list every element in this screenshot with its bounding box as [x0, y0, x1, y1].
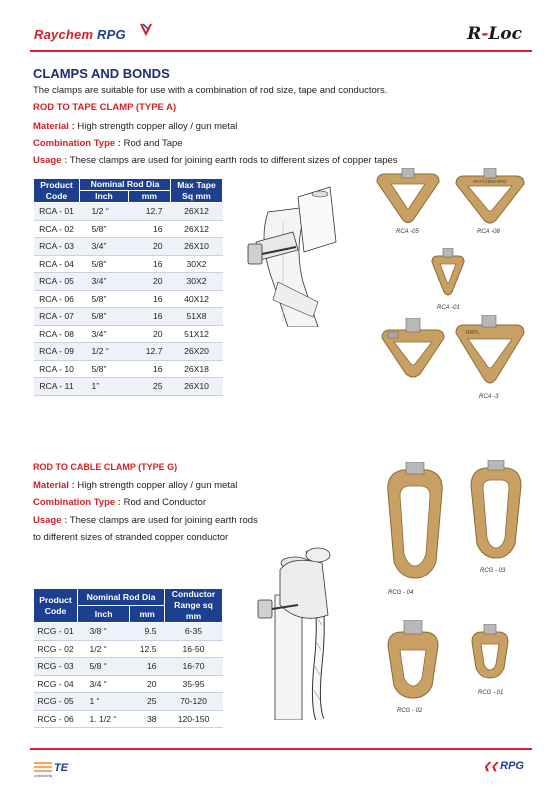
- mm-cell: 25: [130, 693, 165, 711]
- product-code-cell: RCG - 04: [34, 675, 78, 693]
- inch-cell: 3/4”: [80, 273, 129, 291]
- r-loc-loc: Loc: [488, 24, 522, 44]
- footer-divider: [30, 748, 532, 750]
- range-cell: 51X12: [171, 325, 223, 343]
- material-label-g: Material :: [33, 480, 75, 491]
- col-header-product-code: Product Code: [34, 179, 80, 203]
- inch-cell: 1/2 “: [80, 203, 129, 221]
- r-loc-dash: -: [481, 24, 489, 44]
- col-header-inch-g: Inch: [78, 606, 130, 623]
- product-code-cell: RCA - 04: [34, 255, 80, 273]
- caption-rca-01: RCA -01: [437, 305, 460, 311]
- mm-cell: 20: [128, 273, 170, 291]
- combination-label-g: Combination Type :: [33, 497, 121, 508]
- col-header-mm-g: mm: [130, 606, 165, 623]
- rca-spec-table: [33, 178, 223, 396]
- combination-value: Rod and Tape: [120, 138, 183, 149]
- rca-03-clamp-photo-b: [452, 315, 528, 387]
- rpg-footer-wordmark: RPG: [500, 760, 524, 772]
- rca-05-clamp-photo: [373, 168, 443, 226]
- te-wordmark: TE: [54, 762, 69, 774]
- rcg-table-row: [34, 675, 223, 693]
- caption-rca-05: RCA -05: [396, 229, 419, 235]
- range-cell: 26X18: [171, 360, 223, 378]
- rca-01-clamp-photo: [428, 248, 468, 298]
- rca-table-row: [34, 343, 223, 361]
- inch-cell: 5/8”: [80, 290, 129, 308]
- product-code-cell: RCA - 06: [34, 290, 80, 308]
- product-code-cell: RCA - 08: [34, 325, 80, 343]
- section-g-heading: ROD TO CABLE CLAMP (TYPE G): [33, 462, 178, 472]
- te-connectivity-logo: [32, 758, 92, 778]
- range-cell: 40X12: [171, 290, 223, 308]
- rod-to-tape-clamp-drawing: [238, 182, 348, 327]
- rca-table-row: [34, 273, 223, 291]
- material-value: High strength copper alloy / gun metal: [74, 121, 238, 132]
- inch-cell: 5/8”: [80, 308, 129, 326]
- product-code-cell: RCG - 06: [34, 710, 78, 728]
- mm-cell: 38: [130, 710, 165, 728]
- rca-table-row: [34, 308, 223, 326]
- rcg-table-row: [34, 658, 223, 676]
- mm-cell: 16: [128, 220, 170, 238]
- inch-cell: 5/8”: [80, 220, 129, 238]
- product-code-cell: RCA - 09: [34, 343, 80, 361]
- caption-rcg-02: RCG - 02: [397, 708, 423, 714]
- col-header-nominal-rod-dia-g: Nominal Rod Dia: [78, 589, 165, 606]
- col-header-mm: mm: [128, 191, 170, 203]
- section-a-combination: [33, 138, 183, 149]
- inch-cell: 1/2 “: [78, 640, 130, 658]
- rca-03-clamp-photo-a: [380, 318, 446, 380]
- section-a-heading: ROD TO TAPE CLAMP (TYPE A): [33, 102, 177, 113]
- mm-cell: 12.7: [128, 203, 170, 221]
- mm-cell: 20: [130, 675, 165, 693]
- rca-08-clamp-photo: [454, 168, 526, 226]
- product-code-cell: RCA - 07: [34, 308, 80, 326]
- r-loc-logo: [467, 24, 522, 44]
- usage-value-g: These clamps are used for joining earth rods: [67, 515, 258, 526]
- mm-cell: 16: [128, 290, 170, 308]
- range-cell: 26X12: [171, 220, 223, 238]
- range-cell: 16-50: [165, 640, 223, 658]
- range-cell: 35-95: [165, 675, 223, 693]
- rpg-wordmark: RPG: [97, 27, 126, 42]
- mm-cell: 12.5: [130, 640, 165, 658]
- r-loc-r: R: [467, 24, 482, 44]
- mm-cell: 16: [128, 360, 170, 378]
- inch-cell: 3/4”: [80, 325, 129, 343]
- rca-table-row: [34, 238, 223, 256]
- material-label: Material :: [33, 121, 75, 132]
- inch-cell: 3/8 “: [78, 623, 130, 641]
- usage-label-g: Usage :: [33, 515, 68, 526]
- caption-rcg-04: RCG - 04: [388, 590, 414, 596]
- caption-rcg-01: RCG - 01: [478, 690, 504, 696]
- rca-table-row: [34, 220, 223, 238]
- mm-cell: 16: [128, 308, 170, 326]
- rca-table-row: [34, 255, 223, 273]
- range-cell: 120-150: [165, 710, 223, 728]
- rca-table-row: [34, 290, 223, 308]
- rcg-table-row: [34, 623, 223, 641]
- combination-label: Combination Type :: [33, 138, 121, 149]
- rcg-02-clamp-photo: [382, 620, 444, 700]
- product-code-cell: RCG - 03: [34, 658, 78, 676]
- product-code-cell: RCA - 01: [34, 203, 80, 221]
- inch-cell: 5/8”: [80, 255, 129, 273]
- range-cell: 26X10: [171, 378, 223, 396]
- rcg-04-clamp-photo: [380, 462, 450, 580]
- mm-cell: 12.7: [128, 343, 170, 361]
- col-header-max-tape: Max Tape Sq mm: [171, 179, 223, 203]
- col-header-inch: Inch: [80, 191, 129, 203]
- page-title: CLAMPS AND BONDS: [33, 66, 170, 81]
- mm-cell: 25: [128, 378, 170, 396]
- section-g-usage-cont: to different sizes of stranded copper conductor: [33, 532, 229, 543]
- rpg-chevron-icon: ❮❮: [483, 761, 499, 771]
- inch-cell: 5/8”: [80, 360, 129, 378]
- inch-cell: 1/2 “: [80, 343, 129, 361]
- rcg-table-row: [34, 693, 223, 711]
- section-a-material: [33, 121, 237, 132]
- product-code-cell: RCA - 10: [34, 360, 80, 378]
- inch-cell: 5/8 “: [78, 658, 130, 676]
- range-cell: 51X8: [171, 308, 223, 326]
- usage-value: These clamps are used for joining earth rods to different sizes of copper tapes: [67, 155, 398, 166]
- rca-table-row: [34, 203, 223, 221]
- section-g-combination: [33, 497, 206, 508]
- range-cell: 26X12: [171, 203, 223, 221]
- rca-table-row: [34, 378, 223, 396]
- product-code-cell: RCA - 03: [34, 238, 80, 256]
- product-code-cell: RCA - 11: [34, 378, 80, 396]
- rca-table-row: [34, 325, 223, 343]
- mm-cell: 20: [128, 325, 170, 343]
- rcg-03-clamp-photo: [465, 460, 527, 560]
- col-header-product-code-g: Product Code: [34, 589, 78, 623]
- range-cell: 26X10: [171, 238, 223, 256]
- rcg-spec-table: [33, 588, 223, 728]
- intro-text: The clamps are suitable for use with a combination of rod size, tape and conductors.: [33, 85, 388, 96]
- product-code-cell: RCG - 05: [34, 693, 78, 711]
- mm-cell: 20: [128, 238, 170, 256]
- col-header-conductor-range: Conductor Range sq mm: [165, 589, 223, 623]
- product-code-cell: RCG - 02: [34, 640, 78, 658]
- range-cell: 30X2: [171, 273, 223, 291]
- range-cell: 70-120: [165, 693, 223, 711]
- raychem-wordmark: Raychem: [34, 27, 94, 42]
- page-header: [0, 0, 556, 52]
- mm-cell: 9.5: [130, 623, 165, 641]
- inch-cell: 3/4”: [80, 238, 129, 256]
- combination-value-g: Rod and Conductor: [120, 497, 206, 508]
- section-a-usage: [33, 155, 398, 166]
- te-subtext: connectivity: [34, 774, 53, 778]
- usage-label: Usage :: [33, 155, 68, 166]
- te-logo-icon: [32, 758, 92, 778]
- mm-cell: 16: [128, 255, 170, 273]
- col-header-nominal-rod-dia: Nominal Rod Dia: [80, 179, 171, 191]
- rcg-table-body: [34, 623, 223, 728]
- product-code-cell: RCG - 01: [34, 623, 78, 641]
- range-cell: 6-35: [165, 623, 223, 641]
- rca-08-stamp: RAYCHEM RPG: [473, 179, 507, 184]
- range-cell: 26X20: [171, 343, 223, 361]
- range-cell: 16-70: [165, 658, 223, 676]
- inch-cell: 1. 1/2 “: [78, 710, 130, 728]
- caption-rcg-03: RCG - 03: [480, 568, 506, 574]
- rcg-table-row: [34, 640, 223, 658]
- range-cell: 30X2: [171, 255, 223, 273]
- header-divider: [30, 50, 532, 52]
- rca-03-stamp: RRPL: [466, 330, 480, 336]
- caption-rca-08: RCA -08: [477, 229, 500, 235]
- raychem-rpg-logo: [34, 27, 126, 42]
- section-g-material: [33, 480, 237, 491]
- inch-cell: 3/4 “: [78, 675, 130, 693]
- rca-table-row: [34, 360, 223, 378]
- section-g-usage: [33, 515, 258, 526]
- rca-table-body: [34, 203, 223, 396]
- mm-cell: 16: [130, 658, 165, 676]
- rpg-emblem-icon: [139, 22, 153, 36]
- caption-rca-3: RCA -3: [479, 394, 499, 400]
- rcg-01-clamp-photo: [468, 624, 512, 680]
- material-value-g: High strength copper alloy / gun metal: [74, 480, 238, 491]
- rcg-table-row: [34, 710, 223, 728]
- product-code-cell: RCA - 02: [34, 220, 80, 238]
- product-code-cell: RCA - 05: [34, 273, 80, 291]
- inch-cell: 1 “: [78, 693, 130, 711]
- rpg-footer-logo: [483, 760, 524, 772]
- rod-to-cable-clamp-drawing: [240, 545, 350, 720]
- inch-cell: 1”: [80, 378, 129, 396]
